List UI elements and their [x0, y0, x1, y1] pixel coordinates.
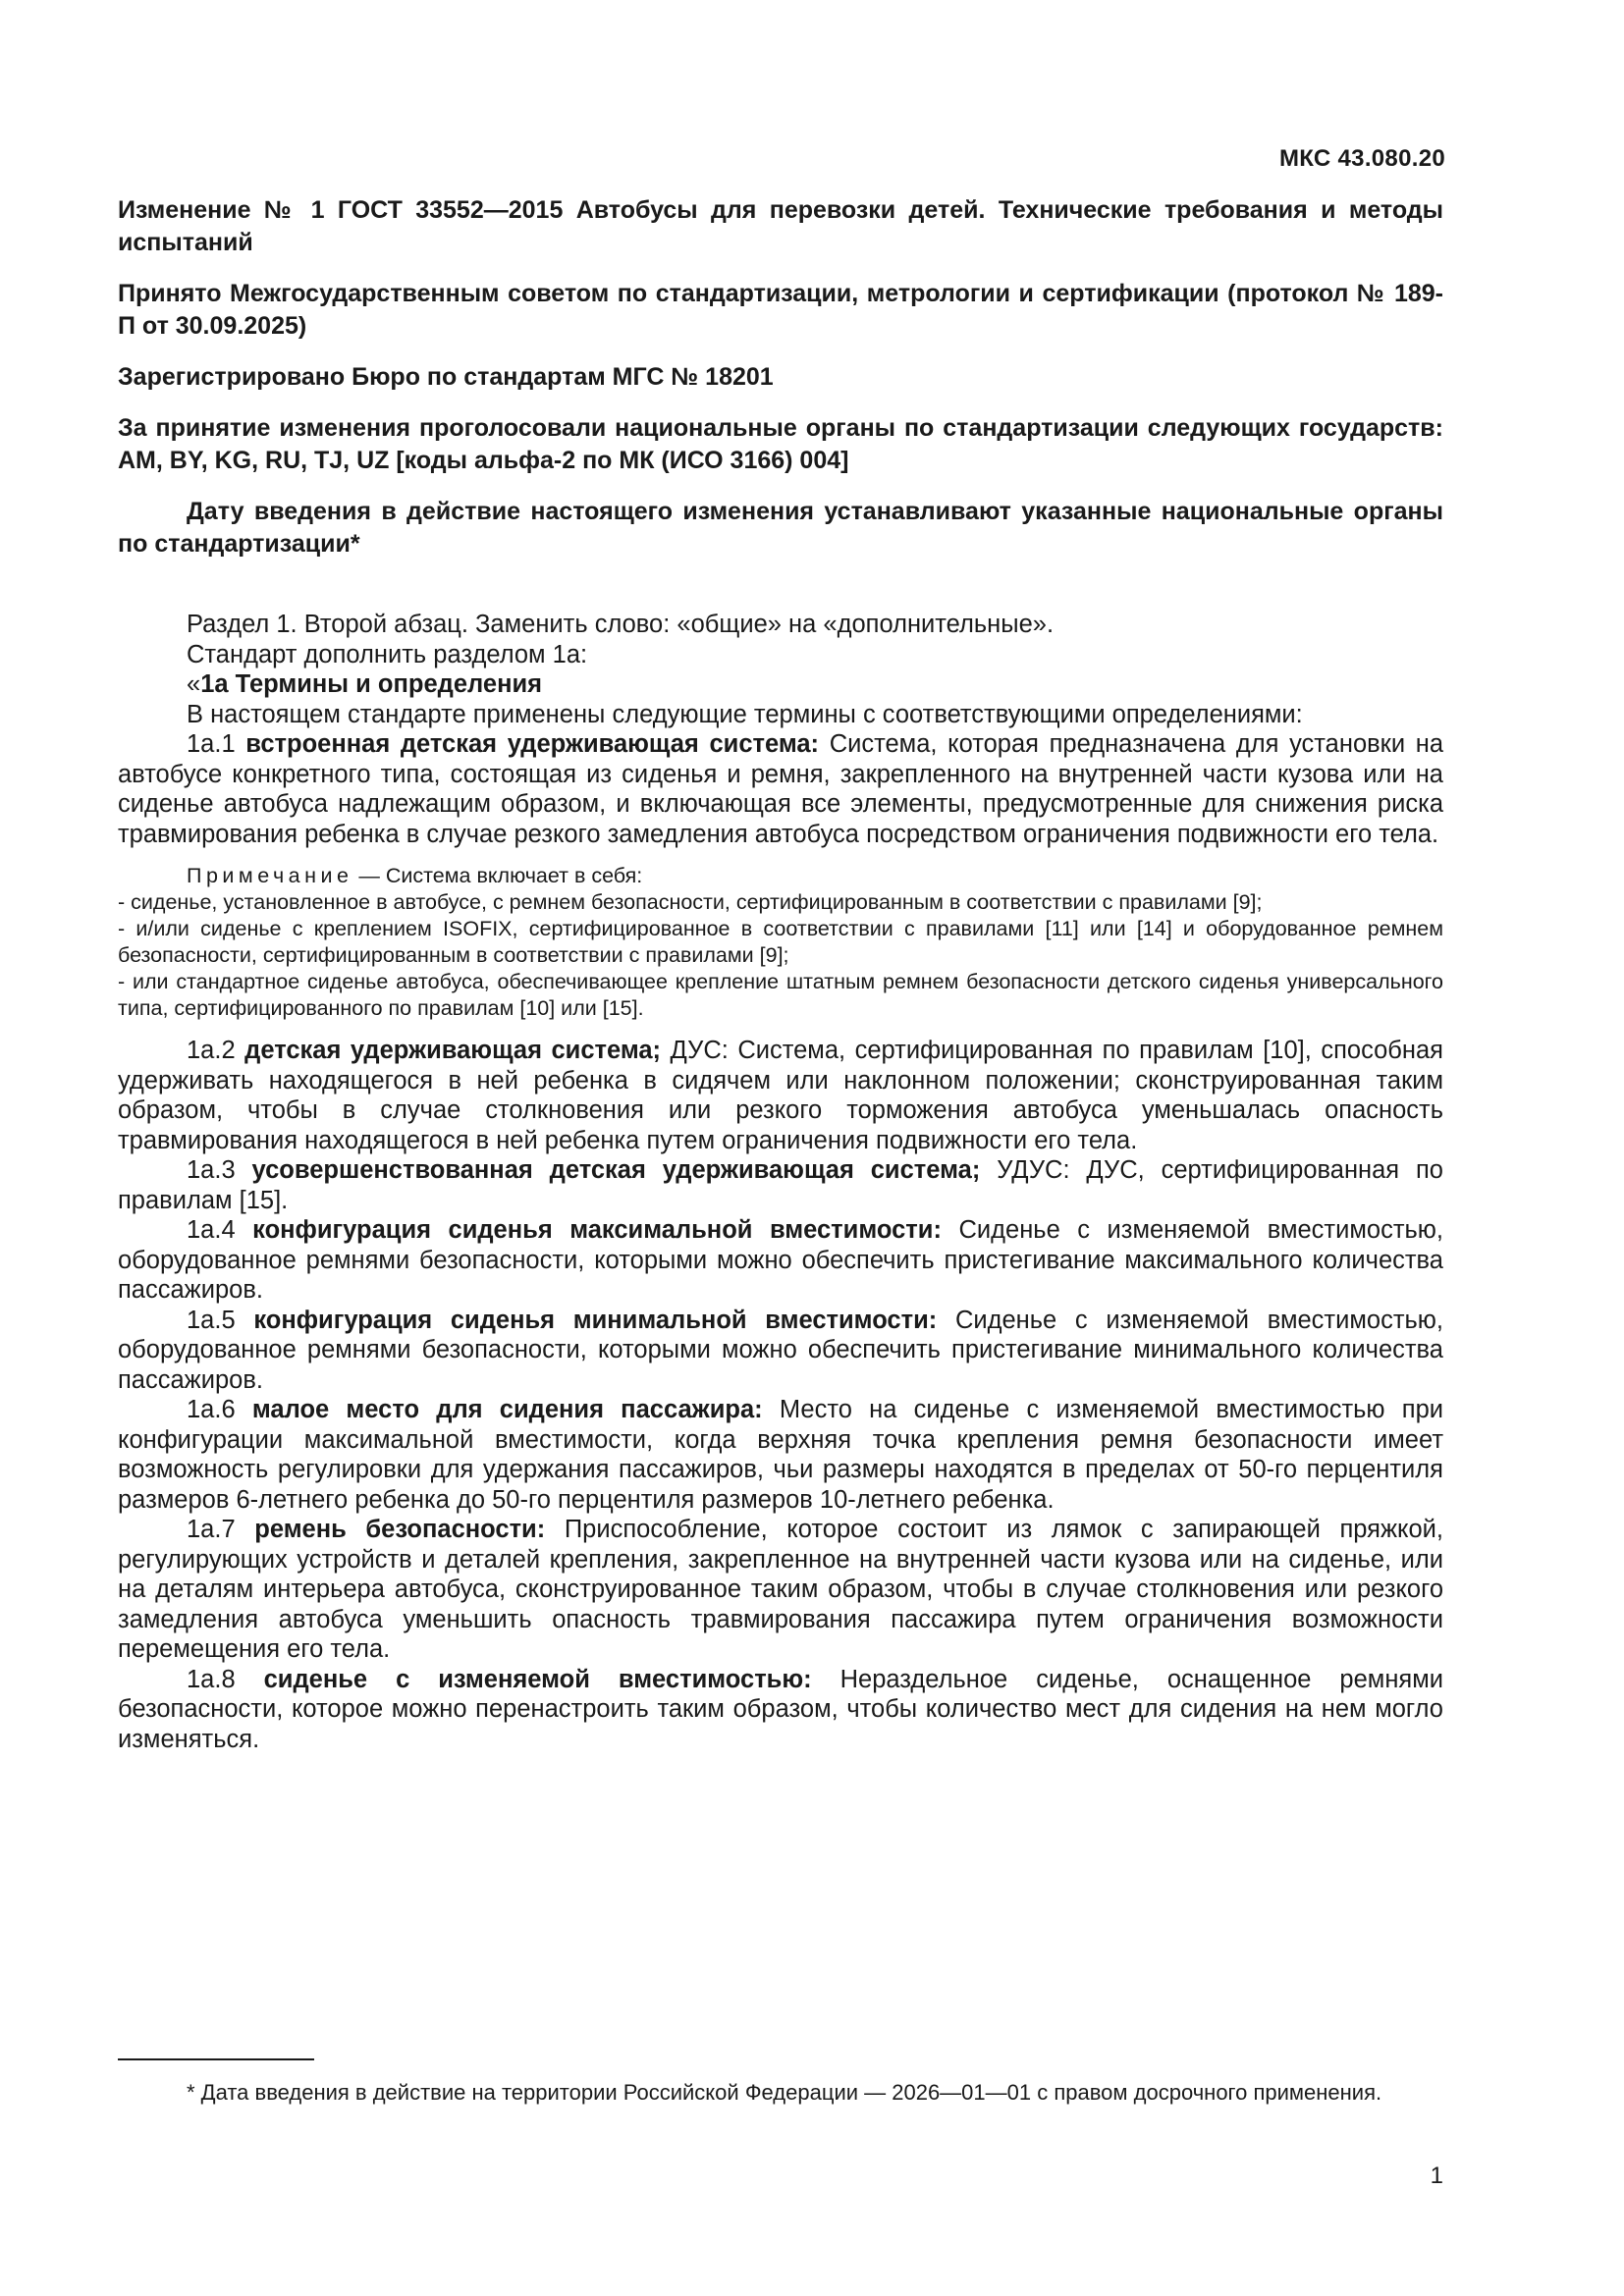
- term-number: 1а.2: [187, 1037, 236, 1064]
- term-number: 1а.4: [187, 1216, 236, 1244]
- term-definition: Место на сиденье с изменяемой вместимостью при конфигурации максимальной вместимости, когда верхняя точка крепления ремня безопасности имеет возможность регулировки для удержания пассажиров, чьи размеры находятся в пределах от 50-го перцентиля размеров 6-летнего ребенка до 50-го перцентиля размеров 10-летнего ребенка.: [118, 1396, 1444, 1514]
- term-1a6: [118, 1395, 1443, 1515]
- footnote-separator: [118, 2058, 314, 2060]
- note-block: [118, 863, 1443, 1022]
- term-number: 1а.1: [187, 730, 236, 758]
- term-name: детская удерживающая система;: [244, 1037, 662, 1064]
- term-definition: УДУС: ДУС, сертифицированная по правилам [15].: [118, 1156, 1443, 1214]
- section-quote: «: [187, 670, 201, 698]
- term-1a8: [118, 1665, 1443, 1755]
- term-name: сиденье с изменяемой вместимостью:: [263, 1665, 812, 1693]
- term-definition: Нераздельное сиденье, оснащенное ремнями безопасности, которое можно перенастроить таким образом, чтобы количество мест для сидения на нем могло изменяться.: [118, 1665, 1443, 1753]
- term-1a7: [118, 1515, 1443, 1665]
- term-definition: Система, которая предназначена для установки на автобусе конкретного типа, состоящая из сиденья и ремня, закрепленного на внутренней части кузова или на сиденье автобуса надлежащим образом, и включающая все элементы, предусмотренные для снижения риска травмирования ребенка в случае резкого замедления автобуса посредством ограничения подвижности его тела.: [118, 730, 1443, 848]
- section-heading: [118, 669, 1443, 700]
- amendment-title: Изменение № 1 ГОСТ 33552—2015 Автобусы для перевозки детей. Технические требования и методы испытаний: [118, 196, 1443, 256]
- section-title: 1а Термины и определения: [200, 670, 543, 698]
- term-definition: Приспособление, которое состоит из лямок с запирающей пряжкой, регулирующих устройств и деталей крепления, закрепленное на внутренней части кузова или на сиденье, или на деталям интерьера автобуса, сконструированное таким образом, чтобы в случае столкновения или резкого замедления автобуса уменьшить опасность травмирования пассажира путем ограничения возможности перемещения его тела.: [118, 1516, 1443, 1663]
- term-1a4: [118, 1215, 1443, 1306]
- term-definition: Сиденье с изменяемой вместимостью, оборудованное ремнями безопасности, которыми можно обеспечить пристегивание максимального количества пассажиров.: [118, 1216, 1443, 1304]
- term-number: 1а.7: [187, 1516, 236, 1543]
- term-definition: ДУС: Система, сертифицированная по правилам [10], способная удерживать находящегося в ней ребенка в сидячем или наклонном положении; сконструированная таким образом, чтобы в случае столкновения или резкого торможения автобуса уменьшалась опасность травмирования находящегося в ней ребенка путем ограничения подвижности его тела.: [118, 1037, 1443, 1154]
- page-number: 1: [1430, 2163, 1443, 2189]
- term-name: ремень безопасности:: [254, 1516, 546, 1543]
- note-label: Примечание: [187, 864, 353, 887]
- term-number: 1а.8: [187, 1665, 236, 1693]
- term-1a1: [118, 729, 1443, 849]
- term-name: конфигурация сиденья максимальной вместимости:: [252, 1216, 942, 1244]
- effective-date-statement: Дату введения в действие настоящего изменения устанавливают указанные национальные органы по стандартизации*: [118, 498, 1443, 558]
- intro-line-2: Стандарт дополнить разделом 1а:: [187, 640, 588, 668]
- amendment-body: [118, 610, 1443, 1754]
- term-number: 1а.6: [187, 1396, 236, 1423]
- term-1a2: [118, 1036, 1443, 1155]
- term-name: конфигурация сиденья минимальной вместимости:: [253, 1306, 938, 1334]
- term-name: усовершенствованная детская удерживающая система;: [251, 1156, 981, 1184]
- adopted-statement: Принято Межгосударственным советом по стандартизации, метрологии и сертификации (протокол № 189-П от 30.09.2025): [118, 280, 1443, 340]
- term-definition: Сиденье с изменяемой вместимостью, оборудованное ремнями безопасности, которыми можно обеспечить пристегивание минимального количества пассажиров.: [118, 1306, 1443, 1394]
- term-1a3: [118, 1155, 1443, 1215]
- intro-line-1: Раздел 1. Второй абзац. Заменить слово: «общие» на «дополнительные».: [187, 611, 1055, 638]
- document-content: [118, 194, 1443, 1754]
- term-number: 1а.5: [187, 1306, 236, 1334]
- registration-statement: Зарегистрировано Бюро по стандартам МГС № 18201: [118, 363, 774, 391]
- note-item: - или стандартное сиденье автобуса, обеспечивающее крепление штатным ремнем безопасности детского сиденья универсального типа, сертифицированного по правилам [10] или [15].: [118, 970, 1443, 1020]
- note-item: - и/или сиденье с креплением ISOFIX, сертифицированное в соответствии с правилами [11] или [14] и оборудованное ремнем безопасности, сертифицированным в соответствии с правилами [9];: [118, 917, 1443, 967]
- term-name: малое место для сидения пассажира:: [251, 1396, 763, 1423]
- note-intro: [118, 863, 1443, 889]
- intro-line-3: В настоящем стандарте применены следующие термины с соответствующими определениями:: [187, 700, 1303, 728]
- term-name: встроенная детская удерживающая система:: [245, 730, 820, 758]
- term-number: 1а.3: [187, 1156, 236, 1184]
- voting-statement: За принятие изменения проголосовали национальные органы по стандартизации следующих государств: AM, BY, KG, RU, TJ, UZ [коды альфа-2 по МК (ИСО 3166) 004]: [118, 414, 1443, 474]
- classification-code: МКС 43.080.20: [1279, 145, 1445, 172]
- note-item: - сиденье, установленное в автобусе, с ремнем безопасности, сертифицированным в соответствии с правилами [9];: [118, 890, 1263, 914]
- note-intro-text: — Система включает в себя:: [352, 864, 643, 887]
- footnote: * Дата введения в действие на территории Российской Федерации — 2026—01—01 с правом досрочного применения.: [187, 2080, 1382, 2105]
- term-1a5: [118, 1306, 1443, 1396]
